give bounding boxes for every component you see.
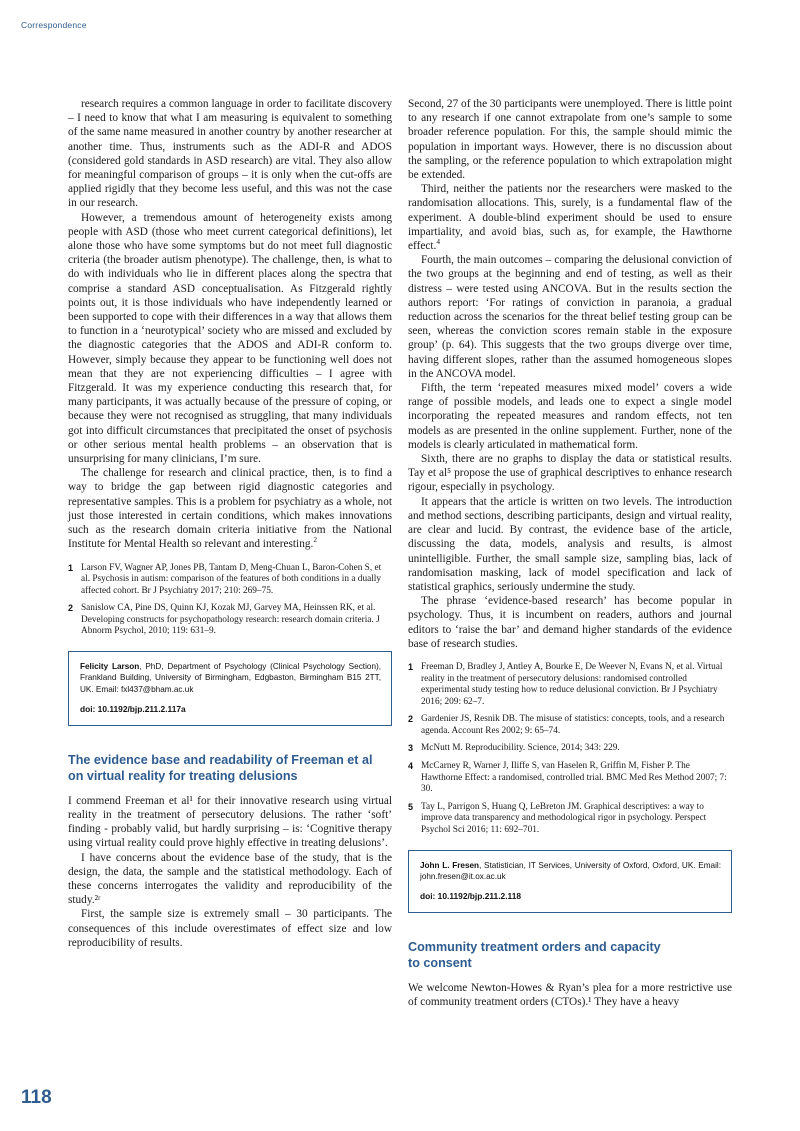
paragraph	[408, 182, 732, 253]
reference-number: 3	[408, 743, 414, 754]
reference-item	[408, 802, 732, 837]
paragraph: I commend Freeman et al¹ for their innovative research using virtual reality in the treatment of persecutory delusions. The rather ‘soft’ finding - probably valid, but hardly surprising – is: ‘Cognitive therapy using virtual reality could prove highly effective in treating delusions’.	[68, 794, 392, 850]
author-affiliation: , PhD, Department of Psychology (Clinical Psychology Section), Frankland Building, University of Birmingham, Edgbaston, Birmingham B15 2TT, UK. Email: fxl437@bham.ac.uk	[80, 662, 381, 694]
reference-item	[408, 761, 732, 796]
article-title-line1: Community treatment orders and capacity	[408, 939, 661, 954]
article-title	[68, 752, 392, 784]
paragraph: I have concerns about the evidence base of the study, that is the design, the data, the sample and the statistical methodology. Each of these concerns interrogates the validity and reproducibility of the study.²ʳ	[68, 851, 392, 907]
article-title-line2: to consent	[408, 955, 472, 970]
paragraph: Fourth, the main outcomes – comparing the delusional conviction of the two groups at the beginning and end of testing, as well as their distress – were tested using ANCOVA. But in the results section the authors report: ‘For ratings of conviction in paranoia, a gradual reduction across the scenarios for the threat belief testing group can be seen, whereas the conviction scores remain stable in the exposure group’ (p. 64). This suggests that the two groups diverge over time, having different slopes, rather than the assumed homogeneous slopes in the ANCOVA model.	[408, 254, 732, 380]
author-name: John L. Fresen	[420, 860, 480, 870]
article-title-line1: The evidence base and readability of Freeman et al	[68, 752, 373, 767]
paragraph: It appears that the article is written on two levels. The introduction and method sections, describing participants, design and virtual reality, are clear and lucid. By contrast, the evidence base of the article, discussing the data, models, analysis and results, is almost unintelligible. Further, the small sample size, sampling bias, lack of randomisation masking, lack of model specification and lack of statistical graphics, seriously undermine the study.	[408, 495, 732, 593]
reference-number: 2	[408, 714, 414, 725]
citation-superscript: 2	[313, 535, 318, 545]
reference-number: 5	[408, 801, 414, 812]
reference-list	[408, 662, 732, 837]
paragraph: However, a tremendous amount of heterogeneity exists among people with ASD (those who meet current categorical definitions), let alone those who have some symptoms but do not meet full diagnostic criteria (the broader autism phenotype). The challenge, then, is what to do with individuals who lie in different places along the spectra that comprise a standard ASD conceptualisation. As Fitzgerald rightly points out, it is those individuals who have independently learned or been supported to cope with their differences in a way that allows them to function in a ‘neurotypical’ society who are missed and excluded by the diagnostic categories that the ADOS and ADI-R conform to. However, simply because they appear to be functioning well does not mean that they are not experiencing difficulties – I agree with Fitzgerald. It was my experience conducting this research that, for many participants, it was actually because of the pressure of coping, or because they were not recognised as struggling, that many individuals got into difficult circumstances that precipitated the onset of psychosis or other serious mental health problems – an observation that is unsurprising for many clinicians, I’m sure.	[68, 211, 392, 466]
article-title-line2: on virtual reality for treating delusions	[68, 768, 298, 783]
reference-item	[408, 662, 732, 708]
reference-number: 1	[408, 661, 414, 672]
left-column	[68, 97, 392, 950]
paragraph-text: Third, neither the patients nor the researchers were masked to the randomisation allocations. This, surely, is a fundamental flaw of the experiment. A double-blind experiment should be used to ensure impartiality, and avoid bias, such as, for example, the Hawthorne effect.	[408, 183, 732, 253]
author-affiliation: , Statistician, IT Services, University of Oxford, Oxford, UK. Email: john.fresen@it.ox.ac.uk	[420, 860, 722, 882]
doi[interactable]: doi: 10.1192/bjp.211.2.117a	[80, 704, 186, 715]
author-box	[408, 850, 732, 913]
reference-text: Sanislow CA, Pine DS, Quinn KJ, Kozak MJ, Garvey MA, Heinssen RK, et al. Developing constructs for psychopathology research: research domain criteria. J Abnorm Psychol, 2010; 119: 631–9.	[81, 603, 380, 637]
paragraph	[68, 466, 392, 551]
paragraph: The phrase ‘evidence-based research’ has become popular in psychology. Thus, it is incumbent on readers, authors and journal editors to ‘raise the bar’ and demand higher standards of the evidence base of research studies.	[408, 595, 732, 650]
reference-text: Tay L, Parrigon S, Huang Q, LeBreton JM. Graphical descriptives: a way to improve data transparency and methodological rigor in psychology. Perspect Psychol Sci 2016; 11: 692–701.	[421, 801, 707, 836]
page-number: 118	[21, 1087, 52, 1108]
doi[interactable]: doi: 10.1192/bjp.211.2.118	[420, 891, 522, 902]
paragraph-text: The challenge for research and clinical practice, then, is to find a way to bridge the gap between rigid diagnostic categories and representative samples. This is a problem for psychiatry as a whole, not just those interested in certain conditions, which makes innovations such as the research domain criteria initiative from the National Institute for Mental Health so relevant and interesting.	[68, 467, 392, 551]
running-head: Correspondence	[21, 20, 87, 30]
reference-text: Freeman D, Bradley J, Antley A, Bourke E, De Weever N, Evans N, et al. Virtual reality in the treatment of persecutory delusions: randomised controlled experimental study testing how to reduce delusional conviction. Br J Psychiatry 2016; 209: 62–7.	[421, 661, 723, 707]
paragraph: Second, 27 of the 30 participants were unemployed. There is little point to any research if one cannot extrapolate from one’s sample to some broader reference population. For this, the sample should mimic the population in important ways. However, there is no discussion about the sampling, or the reference population to which extrapolation might be extended.	[408, 98, 732, 182]
reference-text: McCarney R, Warner J, Iliffe S, van Haselen R, Griffin M, Fisher P. The Hawthorne Effect: a randomised, controlled trial. BMC Med Res Method 2007; 7: 30.	[421, 761, 727, 795]
paragraph: research requires a common language in order to facilitate discovery – I need to know that what I am measuring is equivalent to something of the same name measured in another country by another researcher at another time. Thus, instruments such as the ADI-R and ADOS (considered gold standards in ASD research) are vital. They also allow for meaningful comparison of groups – it is only when the cut-offs are applied rigidly that they become less useful, and this was not the case in our research.	[68, 98, 392, 210]
reference-item	[68, 563, 392, 598]
reference-list	[68, 563, 392, 639]
author-box	[68, 651, 392, 726]
reference-number: 2	[68, 603, 74, 614]
reference-item	[408, 743, 732, 755]
article-title	[408, 939, 732, 971]
reference-item	[408, 714, 732, 737]
paragraph: Sixth, there are no graphs to display the data or statistical results. Tay et al⁵ propose the use of graphical descriptives to enhance research rigour, especially in psychology.	[408, 453, 732, 494]
reference-item	[68, 603, 392, 638]
citation-superscript: 4	[436, 237, 441, 247]
reference-number: 1	[68, 562, 74, 573]
paragraph: First, the sample size is extremely small – 30 participants. The consequences of this include overestimates of effect size and low reproducibility of results.	[68, 908, 392, 949]
paragraph: Fifth, the term ‘repeated measures mixed model’ covers a wide range of possible models, and leads one to expect a single model incorporating the repeated measures and random effects, not ten models as are presented in the online supplement. Further, none of the models is clearly articulated in mathematical form.	[408, 382, 732, 451]
right-column	[408, 97, 732, 1009]
paragraph: We welcome Newton-Howes & Ryan’s plea for a more restrictive use of community treatment orders (CTOs).¹ They have a heavy	[408, 981, 732, 1009]
reference-text: Larson FV, Wagner AP, Jones PB, Tantam D, Meng-Chuan L, Baron-Cohen S, et al. Psychosis in autism: comparison of the features of both conditions in a dually affected cohort. Br J Psychiatry 2017; 210: 269–75.	[81, 562, 382, 596]
reference-number: 4	[408, 761, 414, 772]
reference-text: McNutt M. Reproducibility. Science, 2014; 343: 229.	[421, 743, 620, 754]
author-name: Felicity Larson	[80, 662, 140, 672]
reference-text: Gardenier JS, Resnik DB. The misuse of statistics: concepts, tools, and a research agenda. Account Res 2002; 9: 65–74.	[421, 714, 725, 736]
